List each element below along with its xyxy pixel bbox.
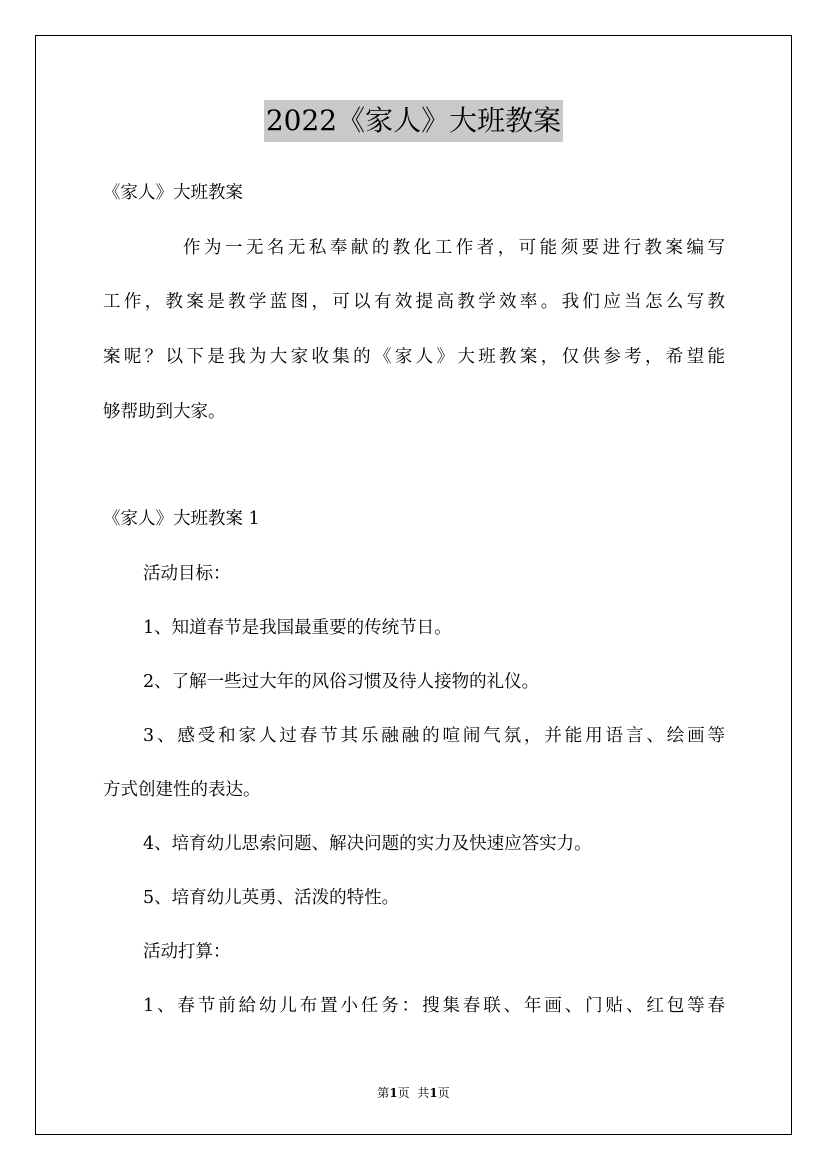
goal-item-4: 4、培育幼儿思索问题、解决问题的实力及快速应答实力。 — [143, 834, 592, 854]
footer-page-prefix: 第 — [377, 1086, 390, 1100]
subtitle: 《家人》大班教案 — [103, 183, 243, 203]
section-heading: 《家人》大班教案 1 — [103, 509, 260, 529]
page-footer — [0, 1085, 827, 1101]
footer-page-number: 1 — [389, 1086, 398, 1100]
goals-heading: 活动目标： — [143, 564, 231, 584]
prep-item-1: 1、春节前給幼儿布置小任务：搜集春联、年画、门贴、红包等春 — [143, 996, 725, 1016]
footer-page-suffix: 页 — [437, 1086, 450, 1100]
footer-page-total: 1 — [429, 1086, 438, 1100]
goal-item-1: 1、知道春节是我国最重要的传统节日。 — [143, 618, 452, 638]
intro-line-2: 工作，教案是教学蓝图，可以有效提高教学效率。我们应当怎么写教 — [103, 292, 725, 312]
document-title-wrap — [0, 100, 827, 142]
goal-item-3: 3、感受和家人过春节其乐融融的喧闹气氛，并能用语言、绘画等 — [143, 726, 725, 746]
prep-heading: 活动打算： — [143, 942, 231, 962]
goal-item-2: 2、了解一些过大年的风俗习惯及待人接物的礼仪。 — [143, 672, 540, 692]
intro-line-3: 案呢？以下是我为大家收集的《家人》大班教案，仅供参考，希望能 — [103, 347, 725, 367]
goal-item-3-cont: 方式创建性的表达。 — [103, 780, 261, 800]
goal-item-5: 5、培育幼儿英勇、活泼的特性。 — [143, 888, 400, 908]
intro-line-4: 够帮助到大家。 — [103, 402, 226, 422]
footer-page-mid: 页 共 — [397, 1086, 430, 1100]
document-title: 2022《家人》大班教案 — [264, 100, 563, 142]
intro-line-1: 作为一无名无私奉献的教化工作者，可能须要进行教案编写 — [183, 238, 725, 258]
